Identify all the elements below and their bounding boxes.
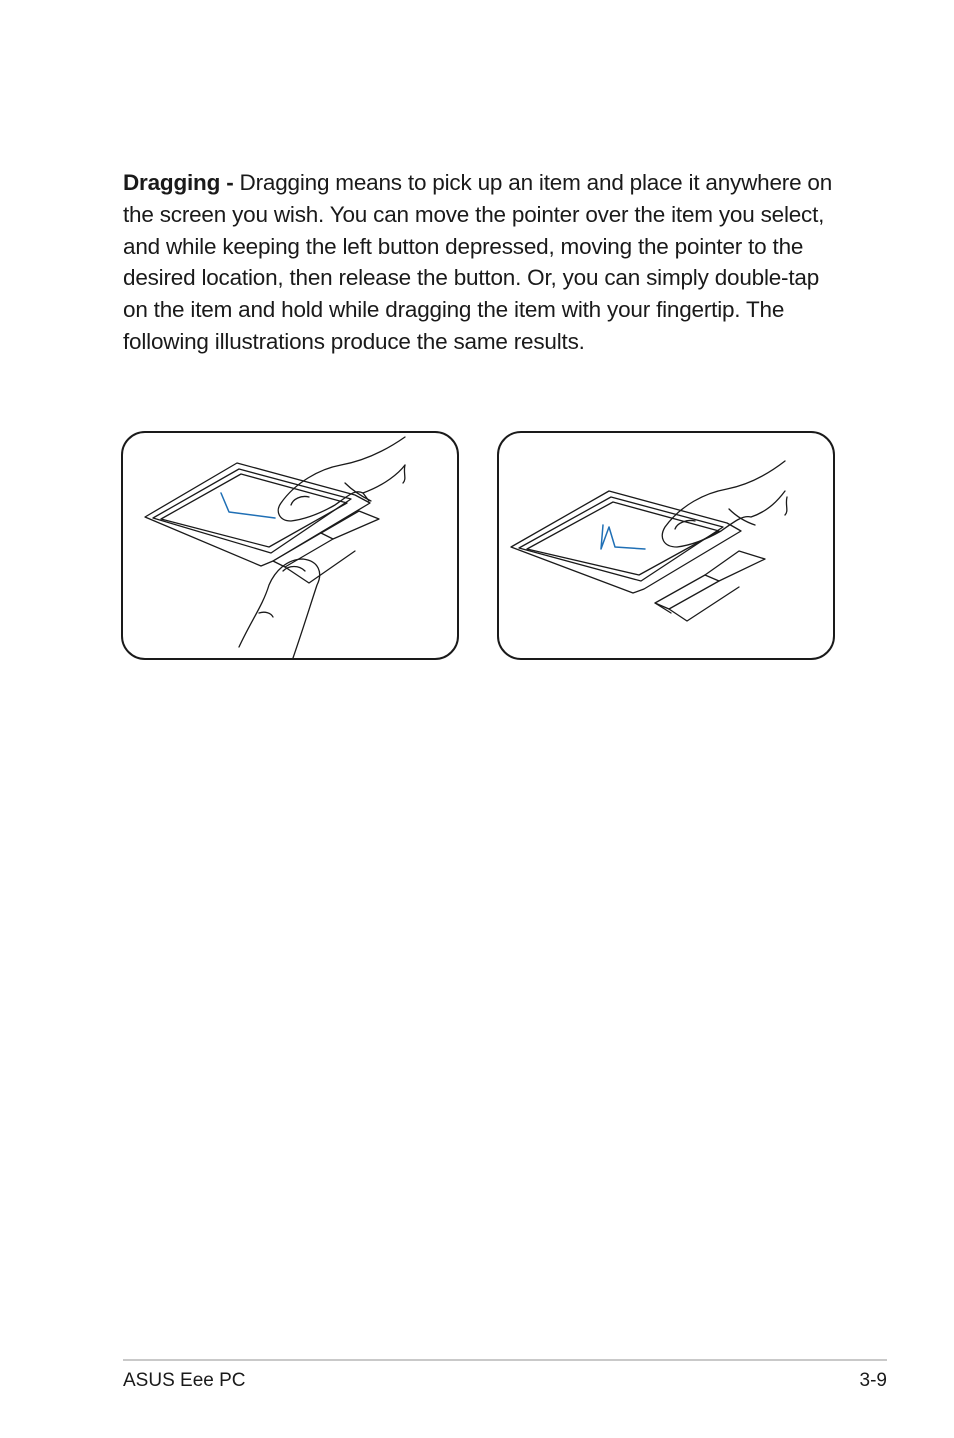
touchpad-one-finger-drawing [499, 433, 833, 658]
finger-bottom-icon [239, 559, 320, 658]
pointer-path-icon [221, 493, 275, 518]
dragging-description [123, 167, 843, 358]
pointer-path-icon [601, 525, 645, 549]
illustration-drag-with-button [121, 431, 459, 660]
touchpad-two-finger-drawing [123, 433, 457, 658]
finger-icon [662, 461, 787, 547]
illustration-double-tap-drag [497, 431, 835, 660]
footer-product-name: ASUS Eee PC [123, 1370, 246, 1391]
term-dragging: Dragging - [123, 170, 234, 195]
dragging-text: Dragging means to pick up an item and place it anywhere on the screen you wish. You can move the pointer over the item you select, and while keeping the left button depressed, moving the pointer to the desired location, then release the button. Or, you can simply double-tap on the item and hold while dragging the item with your fingertip. The following illustrations produce the same results. [123, 170, 833, 354]
footer-rule [123, 1359, 887, 1361]
page-number: 3-9 [859, 1370, 887, 1391]
touchpad-icon [145, 463, 379, 583]
touchpad-icon [511, 491, 765, 621]
